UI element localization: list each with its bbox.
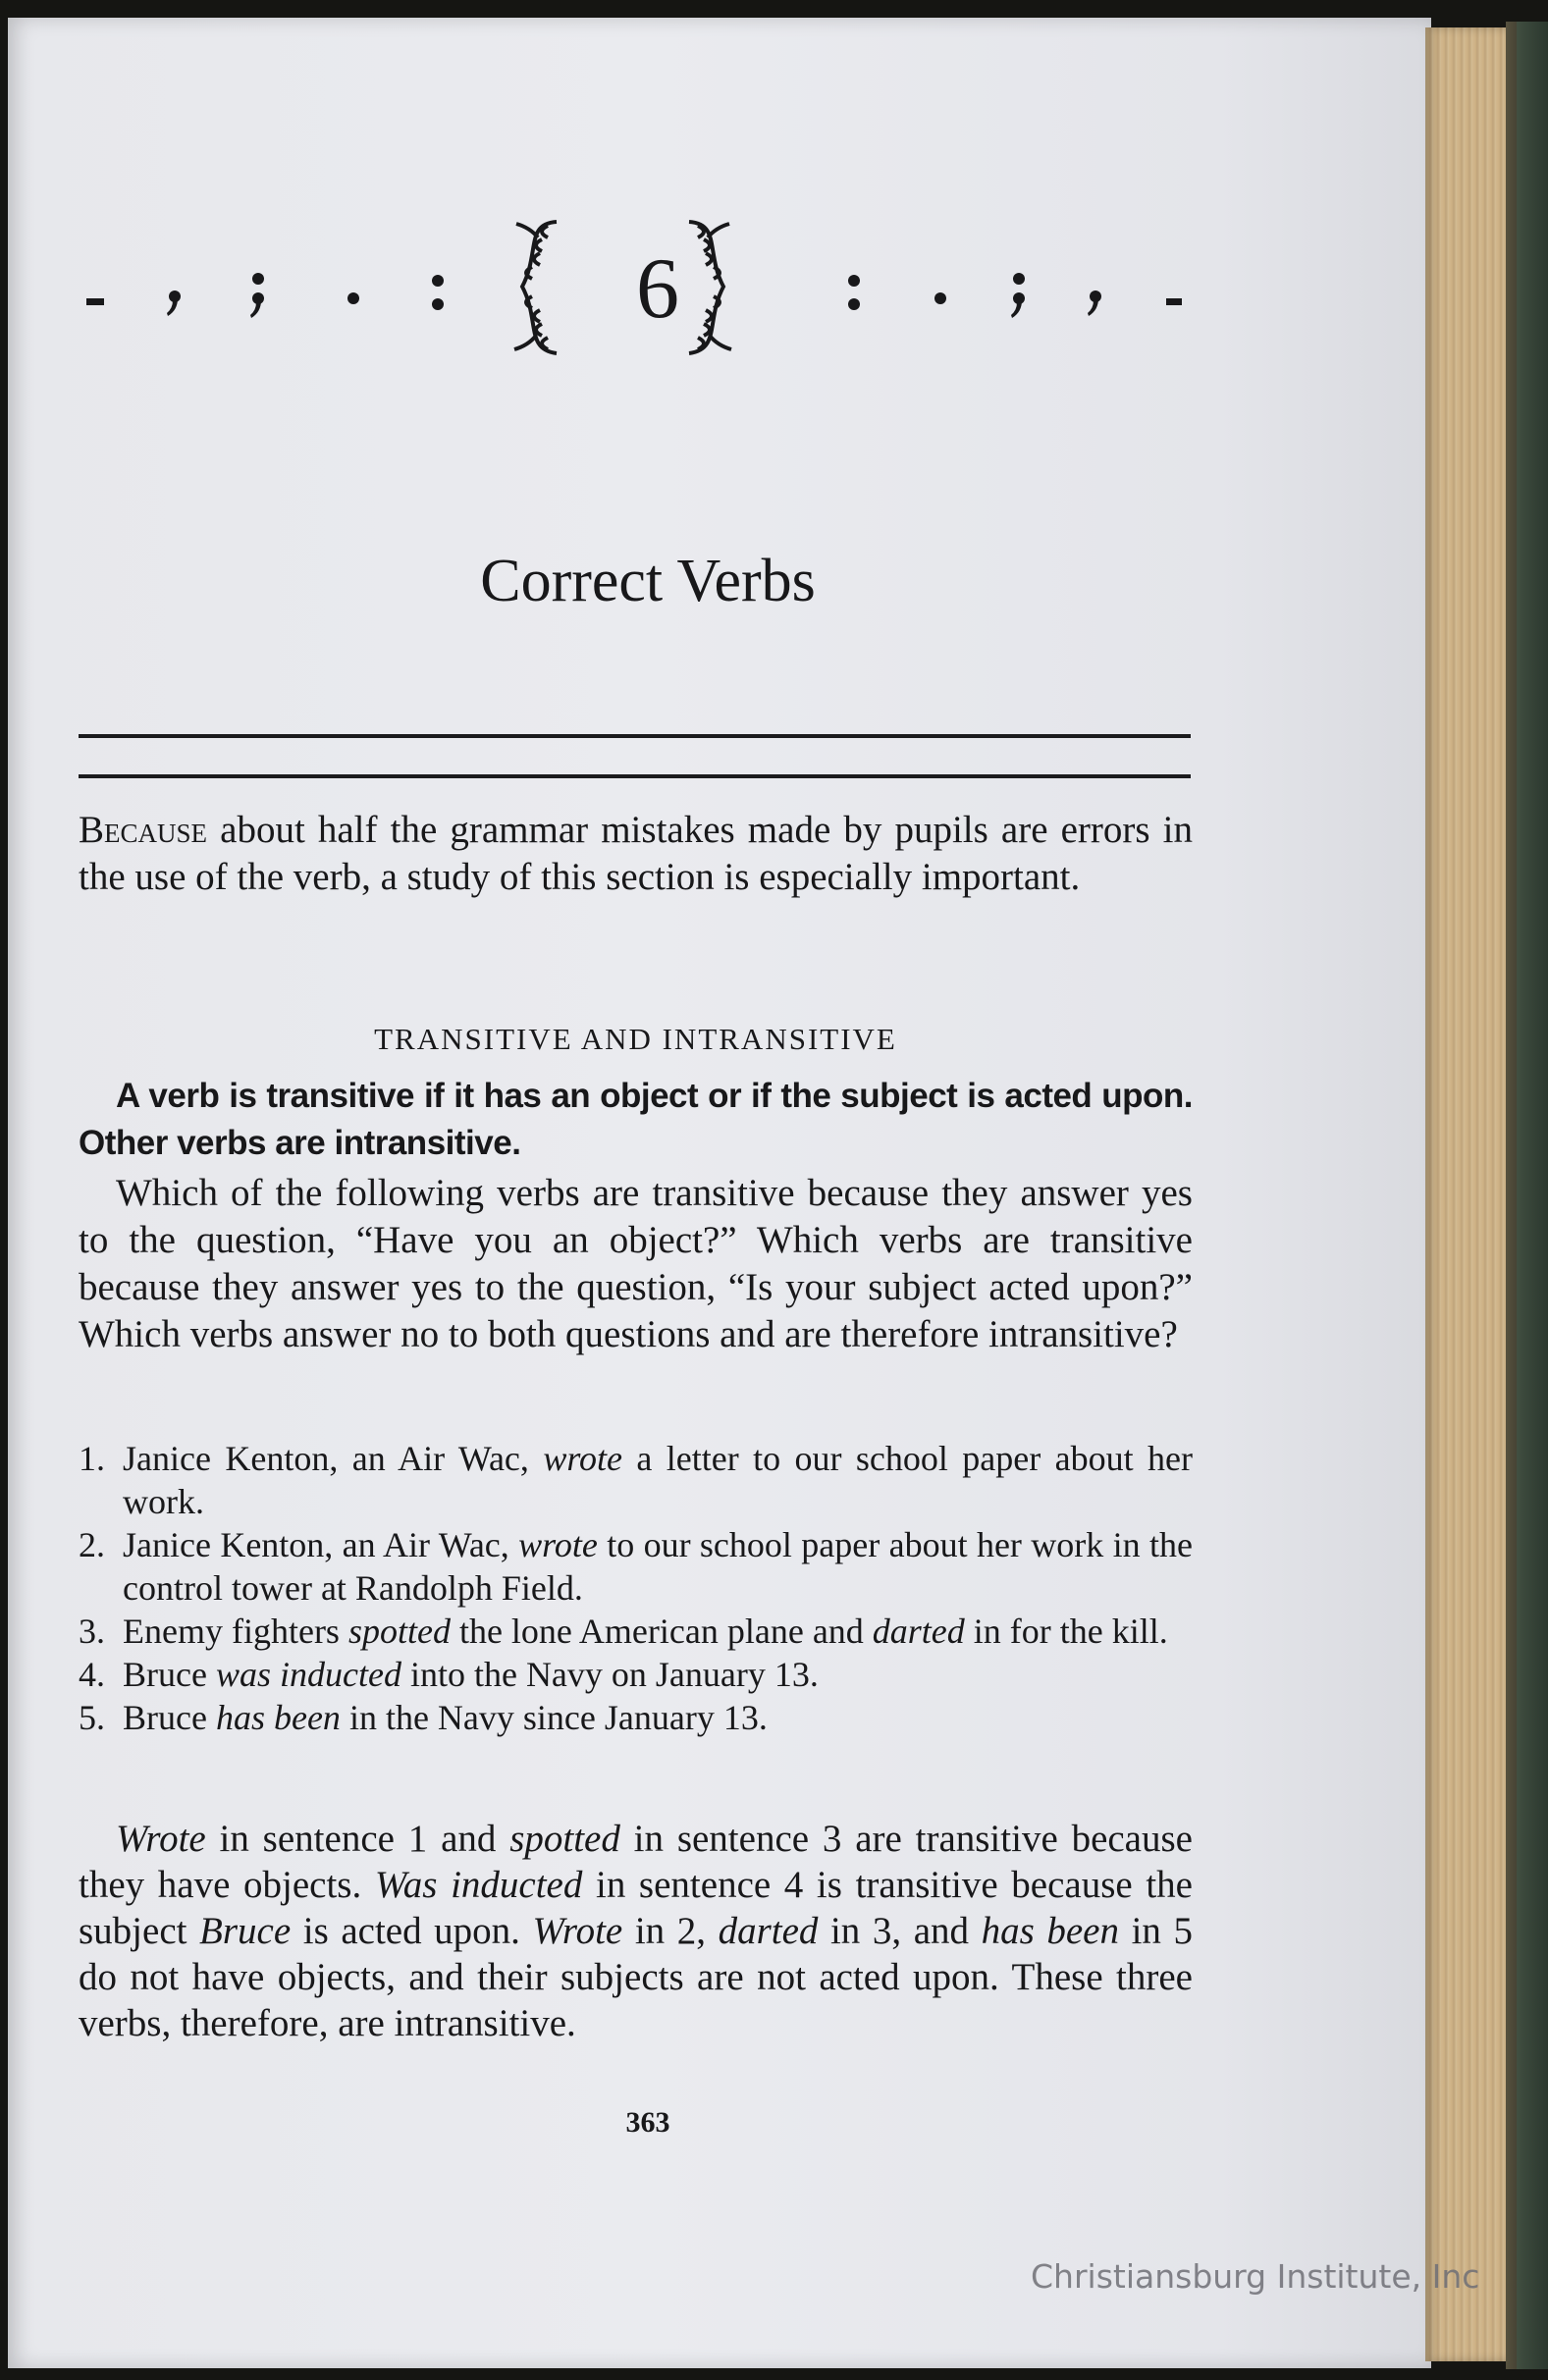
item-verb: was inducted xyxy=(215,1655,401,1694)
answer-subject: Bruce xyxy=(199,1910,292,1952)
answer-verb: spotted xyxy=(509,1818,620,1860)
item-text: a letter to our school paper about her work. xyxy=(123,1439,1193,1521)
intro-text: about half the grammar mistakes made by pupils are errors in the use of the verb, a study of this section is especially important. xyxy=(79,809,1193,898)
item-verb: wrote xyxy=(518,1525,598,1564)
answer-paragraph xyxy=(79,1816,1193,2046)
item-verb: spotted xyxy=(347,1612,451,1651)
ornament-period-right xyxy=(934,292,946,304)
item-text: the lone American plane and xyxy=(450,1612,873,1651)
list-item xyxy=(79,1437,1193,1523)
ornament-dash-right xyxy=(1166,298,1182,305)
answer-text: in 2, xyxy=(622,1910,719,1952)
page-number: 363 xyxy=(625,2106,670,2139)
item-number: 1. xyxy=(79,1439,105,1478)
book-cover-cloth xyxy=(1517,22,1548,2369)
ornament-semicolon-left xyxy=(250,273,264,318)
list-item xyxy=(79,1523,1193,1610)
answer-text: is acted upon. xyxy=(291,1910,533,1952)
answer-text: in sentence 1 and xyxy=(205,1818,510,1860)
ornament-comma-right xyxy=(1088,291,1101,316)
item-text: Janice Kenton, an Air Wac, xyxy=(123,1439,544,1478)
ornament-colon-right xyxy=(848,275,860,310)
answer-text: in sentence 4 is transitive because the subject xyxy=(79,1864,1193,1952)
page-edges xyxy=(1425,27,1506,2361)
answer-verb: Wrote xyxy=(532,1910,623,1952)
item-number: 3. xyxy=(79,1612,105,1651)
answer-verb: Was inducted xyxy=(374,1864,583,1906)
answer-text: in 5 do not have objects, and their subjects are not acted upon. These three verbs, therefore, are intransitive. xyxy=(79,1910,1193,2044)
item-text: in the Navy since January 13. xyxy=(340,1698,768,1737)
item-text: in for the kill. xyxy=(964,1612,1168,1651)
item-text: into the Navy on January 13. xyxy=(400,1655,819,1694)
item-number: 2. xyxy=(79,1525,105,1564)
ornament-dash-left xyxy=(86,298,104,305)
item-text: to our school paper about her work in the control tower at Randolph Field. xyxy=(123,1525,1193,1608)
item-number: 4. xyxy=(79,1655,105,1694)
example-sentences xyxy=(79,1437,1193,1739)
title-rule-top xyxy=(79,734,1191,738)
answer-verb: Wrote xyxy=(116,1818,206,1860)
list-item xyxy=(79,1610,1193,1653)
item-text: Janice Kenton, an Air Wac, xyxy=(123,1525,519,1564)
item-text: Bruce xyxy=(123,1655,216,1694)
item-text: Enemy fighters xyxy=(123,1612,348,1651)
watermark: Christiansburg Institute, Inc xyxy=(1031,2257,1480,2296)
ornament-period-left xyxy=(347,292,359,304)
question-paragraph: Which of the following verbs are transitive because they answer yes to the question, “Have you an object?” Which verbs are transitive because they answer yes to the question, “Is your subject acted upon?” Which verbs answer no to both questions and are therefore intransitive? xyxy=(79,1172,1193,1355)
item-number: 5. xyxy=(79,1698,105,1737)
transitive-rule: A verb is transitive if it has an object or if the subject is acted upon. Other verbs are intransitive. xyxy=(79,1077,1193,1162)
answer-text: in sentence 3 are transitive because they have objects. xyxy=(79,1818,1193,1906)
item-verb: wrote xyxy=(543,1439,622,1478)
ornament-comma-left xyxy=(167,291,181,316)
list-item xyxy=(79,1653,1193,1696)
ornament-bracket-left xyxy=(514,222,557,353)
ornament-colon-left xyxy=(432,275,444,310)
answer-text: in 3, and xyxy=(818,1910,982,1952)
ornament-semicolon-right xyxy=(1011,273,1025,318)
item-text: Bruce xyxy=(123,1698,216,1737)
intro-paragraph xyxy=(79,807,1193,901)
chapter-title: Correct Verbs xyxy=(480,548,816,614)
list-item xyxy=(79,1696,1193,1739)
title-rule-bottom xyxy=(79,774,1191,778)
section-heading: TRANSITIVE AND INTRANSITIVE xyxy=(374,1022,897,1056)
item-verb-2: darted xyxy=(872,1612,965,1651)
answer-verb: darted xyxy=(718,1910,819,1952)
answer-verb: has been xyxy=(981,1910,1119,1952)
chapter-number: 6 xyxy=(636,241,679,337)
intro-lead-word: Because xyxy=(79,809,208,851)
item-verb: has been xyxy=(215,1698,341,1737)
